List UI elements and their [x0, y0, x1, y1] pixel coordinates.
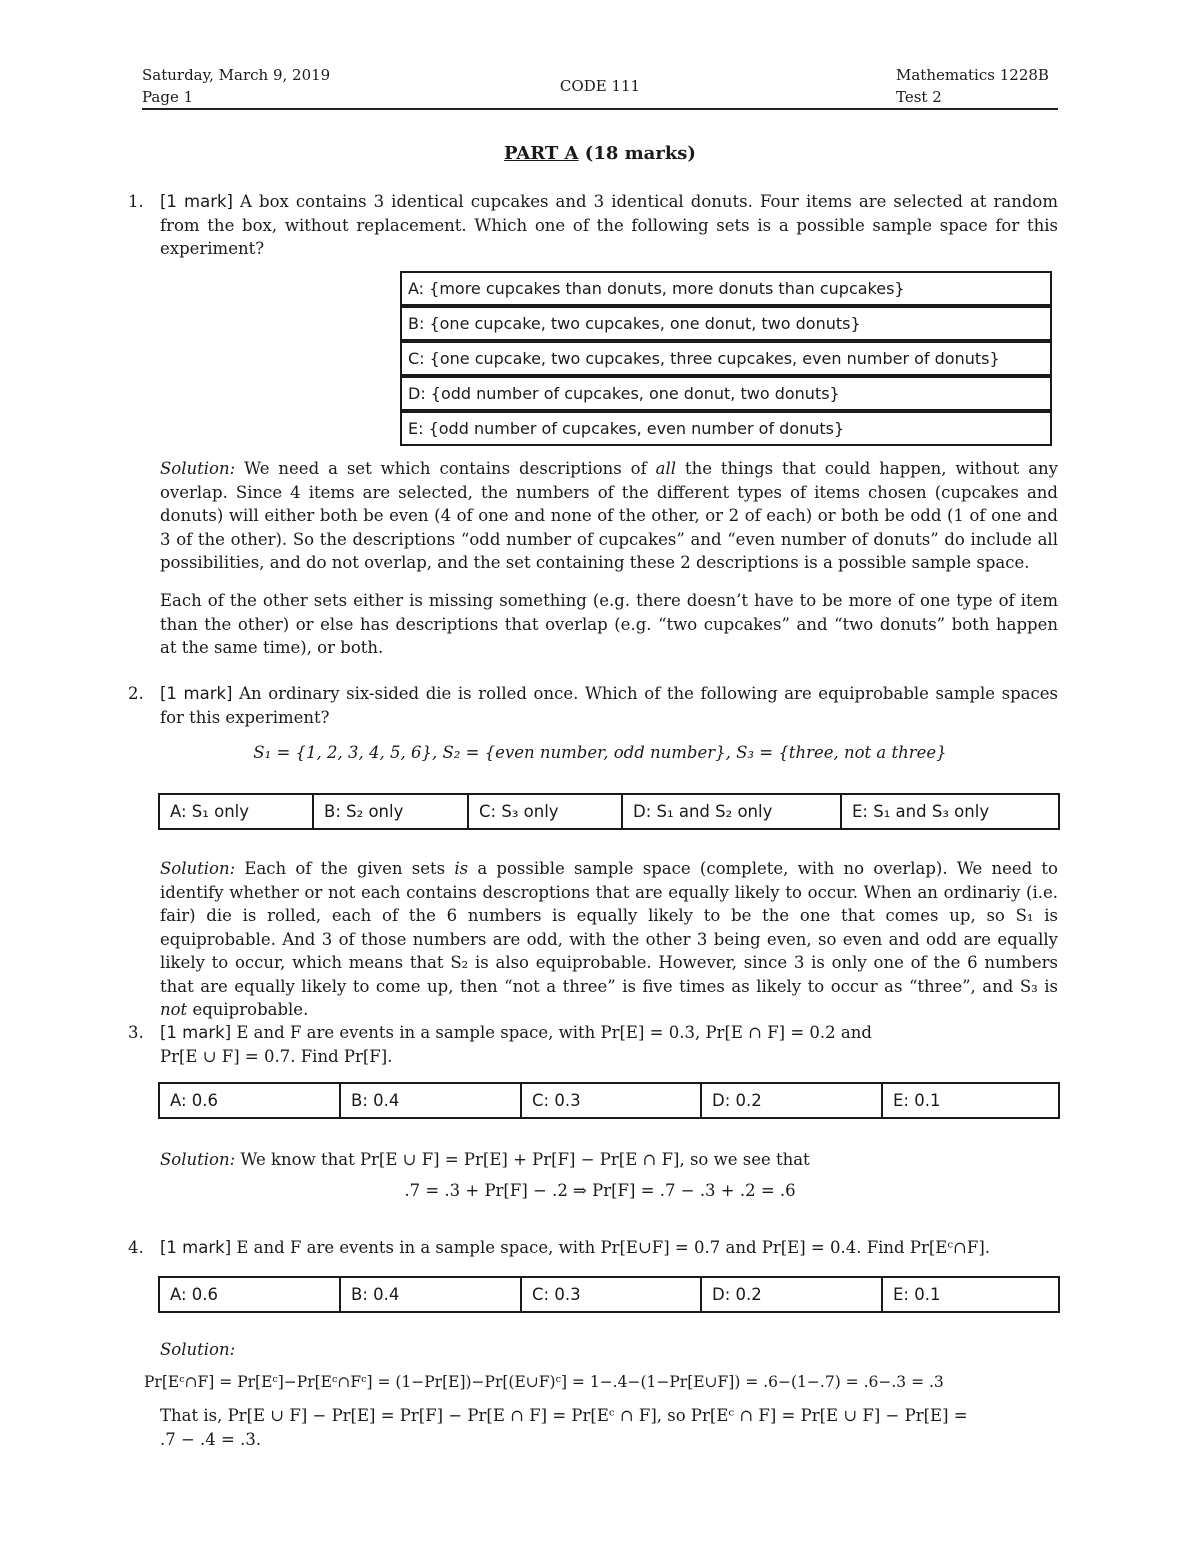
- q1-line2: from the box, without replacement. Which one of the following sets is a possible sample space for this: [160, 215, 1058, 235]
- q1-number: 1.: [128, 192, 144, 211]
- q3-number: 3.: [128, 1023, 144, 1042]
- header-date: Saturday, March 9, 2019: [142, 66, 331, 84]
- header-right: [896, 64, 1049, 108]
- q2-sol-c: equiprobable.: [192, 1000, 309, 1019]
- q3-option-b: B: 0.4: [341, 1084, 522, 1117]
- q2-option-b: B: S₂ only: [314, 795, 469, 828]
- q4-number: 4.: [128, 1238, 144, 1257]
- q1-mark: [1 mark]: [160, 192, 233, 211]
- q2-line2: for this experiment?: [160, 707, 330, 727]
- q2-option-c: C: S₃ only: [469, 795, 623, 828]
- q3-formula: .7 = .3 + Pr[F] − .2 ⇒ Pr[F] = .7 − .3 + .2 = .6: [404, 1181, 796, 1200]
- q4-line1: E and F are events in a sample space, with Pr[E∪F] = 0.7 and Pr[E] = 0.4. Find Pr[Eᶜ∩F].: [236, 1238, 991, 1257]
- q2-sol-b: a possible sample space (complete, with no overlap). We need to identify whether or not each contains descroptions that are equally likely to occur. When an ordinariy (i.e. fair) die is rolled, each of the 6 numbers is equally likely to be the one that comes up, so S₁ is equiprobable. And 3 of those numbers are odd, with the other 3 being even, so even and odd are equally likely to occur, which means that S₂ is also equiprobable. However, since 3 is only one of the 6 numbers that are equally likely to come up, then “not a three” is five times as likely to occur as “three”, and S₃ is: [160, 859, 1058, 996]
- q2-option-d: D: S₁ and S₂ only: [623, 795, 842, 828]
- q1-stem: [160, 190, 1058, 261]
- q3-sol: We know that Pr[E ∪ F] = Pr[E] + Pr[F] − Pr[E ∩ F], so we see that: [240, 1150, 810, 1169]
- q1-solution: [160, 457, 1058, 575]
- q4-option-a: A: 0.6: [160, 1278, 341, 1311]
- part-title-label: PART A: [504, 143, 579, 164]
- q3-solution-label: Solution:: [160, 1150, 236, 1169]
- q1-option-d: D: {odd number of cupcakes, one donut, two donuts}: [400, 376, 1052, 411]
- q4-option-c: C: 0.3: [522, 1278, 702, 1311]
- q1-sol-p1a: We need a set which contains descriptions of: [244, 459, 647, 478]
- q2-stem: [160, 682, 1058, 729]
- q3-option-e: E: 0.1: [893, 1091, 941, 1110]
- q4-formula: Pr[Eᶜ∩F] = Pr[Eᶜ]−Pr[Eᶜ∩Fᶜ] = (1−Pr[E])−Pr[(E∪F)ᶜ] = 1−.4−(1−Pr[E∪F]) = .6−(1−.7) = .6−.3 = .3: [144, 1373, 944, 1391]
- q4-options: [158, 1276, 1060, 1313]
- q4-option-d: D: 0.2: [702, 1278, 883, 1311]
- q1-option-a: A: {more cupcakes than donuts, more donuts than cupcakes}: [400, 271, 1052, 306]
- q4-that-is-line2: .7 − .4 = .3.: [160, 1430, 262, 1449]
- q3-mark: [1 mark]: [160, 1023, 232, 1042]
- q3-options: [158, 1082, 1060, 1119]
- q4-option-b: B: 0.4: [341, 1278, 522, 1311]
- q3-option-d: D: 0.2: [702, 1084, 883, 1117]
- q1-line3: experiment?: [160, 239, 265, 258]
- q2-solution: [160, 857, 1058, 1022]
- q3-stem: [160, 1021, 1058, 1068]
- q3-line2: Pr[E ∪ F] = 0.7. Find Pr[F].: [160, 1046, 393, 1066]
- q2-option-a: A: S₁ only: [160, 795, 314, 828]
- part-title-marks: (18 marks): [584, 143, 696, 164]
- q2-sol-not: not: [160, 1000, 188, 1019]
- q3-solution: [160, 1148, 1058, 1172]
- q2-number: 2.: [128, 684, 144, 703]
- q1-solution-label: Solution:: [160, 459, 236, 478]
- q1-option-e: E: {odd number of cupcakes, even number of donuts}: [400, 411, 1052, 446]
- q4-solution-label: Solution:: [160, 1340, 236, 1359]
- q1-solution-p2: Each of the other sets either is missing something (e.g. there doesn’t have to be more of one type of item than the other) or else has descriptions that overlap (e.g. “two cupcakes” and “two donuts” both happen at the same time), or both.: [160, 591, 1058, 657]
- q3-line1: E and F are events in a sample space, with Pr[E] = 0.3, Pr[E ∩ F] = 0.2 and: [236, 1023, 872, 1042]
- q2-sol-is: is: [454, 859, 469, 878]
- q1-sol-all: all: [655, 459, 677, 478]
- q4-option-e: E: 0.1: [893, 1285, 941, 1304]
- q2-sol-a: Each of the given sets: [244, 859, 446, 878]
- q4-stem: [160, 1236, 1058, 1260]
- q4-solution-label-line: [160, 1338, 1058, 1362]
- q4-mark: [1 mark]: [160, 1238, 232, 1257]
- q4-that-is-line1: That is, Pr[E ∪ F] − Pr[E] = Pr[F] − Pr[E ∩ F] = Pr[Eᶜ ∩ F], so Pr[Eᶜ ∩ F] = Pr[E ∪ F] − Pr[E] =: [160, 1406, 968, 1425]
- header-test: Test 2: [896, 88, 942, 106]
- header-rule: [142, 108, 1058, 110]
- q4-that-is: [160, 1404, 1058, 1428]
- q1-line1: A box contains 3 identical cupcakes and 3 identical donuts. Four items are selected at random: [240, 192, 1059, 211]
- q3-option-a: A: 0.6: [160, 1084, 341, 1117]
- q2-line1: An ordinary six-sided die is rolled once. Which of the following are equiprobable sample spaces: [239, 684, 1058, 703]
- header-code: CODE 111: [559, 77, 641, 95]
- q2-mark: [1 mark]: [160, 684, 233, 703]
- q1-option-c: C: {one cupcake, two cupcakes, three cupcakes, even number of donuts}: [400, 341, 1052, 376]
- q2-formula: S₁ = {1, 2, 3, 4, 5, 6}, S₂ = {even number, odd number}, S₃ = {three, not a three}: [253, 743, 947, 762]
- q2-options: [158, 793, 1060, 830]
- q2-solution-label: Solution:: [160, 859, 236, 878]
- q2-option-e: E: S₁ and S₃ only: [852, 802, 990, 821]
- part-title: [0, 143, 1200, 164]
- q3-option-c: C: 0.3: [522, 1084, 702, 1117]
- header-page: Page 1: [142, 88, 194, 106]
- header-course: Mathematics 1228B: [896, 66, 1049, 84]
- q1-sol-p1b: the things that could happen, without any overlap. Since 4 items are selected, the numbers of the different types of items chosen (cupcakes and donuts) will either both be even (4 of one and none of the other, or 2 of each) or both be odd (1 of one and 3 of the other). So the descriptions “odd number of cupcakes” and “even number of donuts” do include all possibilities, and do not overlap, and the set containing these 2 descriptions is a possible sample space.: [160, 459, 1058, 572]
- q1-option-b: B: {one cupcake, two cupcakes, one donut, two donuts}: [400, 306, 1052, 341]
